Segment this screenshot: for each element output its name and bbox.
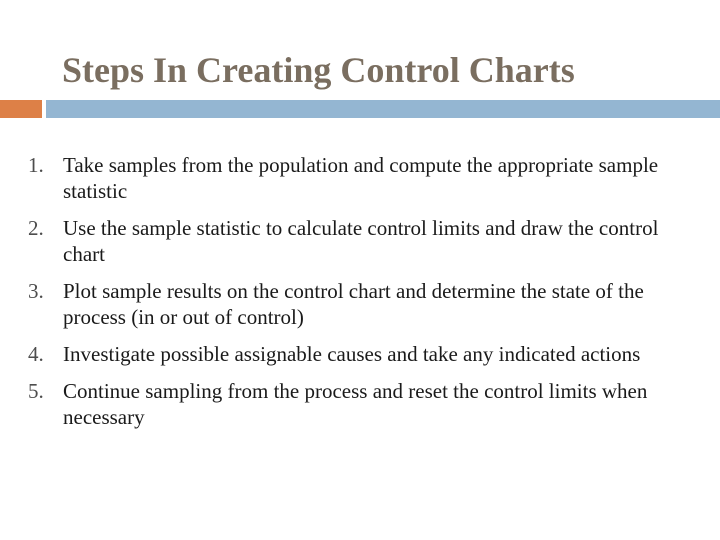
step-number: 1.: [28, 153, 44, 177]
step-number: 5.: [28, 379, 44, 403]
list-item: [28, 378, 692, 430]
steps-list: [28, 152, 692, 441]
step-number: 4.: [28, 342, 44, 366]
list-item: [28, 215, 692, 267]
title-divider-bar: [46, 100, 720, 118]
title-accent-bar: [0, 100, 42, 118]
step-text: Investigate possible assignable causes and take any indicated actions: [63, 342, 641, 366]
step-number: 2.: [28, 216, 44, 240]
step-number: 3.: [28, 279, 44, 303]
list-item: [28, 278, 692, 330]
step-text: Take samples from the population and compute the appropriate sample statistic: [63, 153, 659, 203]
slide-title: Steps In Creating Control Charts: [62, 50, 575, 90]
list-item: [28, 152, 692, 204]
step-text: Use the sample statistic to calculate control limits and draw the control chart: [63, 216, 659, 266]
list-item: [28, 341, 692, 367]
step-text: Plot sample results on the control chart and determine the state of the process (in or out of control): [63, 279, 644, 329]
step-text: Continue sampling from the process and reset the control limits when necessary: [63, 379, 648, 429]
